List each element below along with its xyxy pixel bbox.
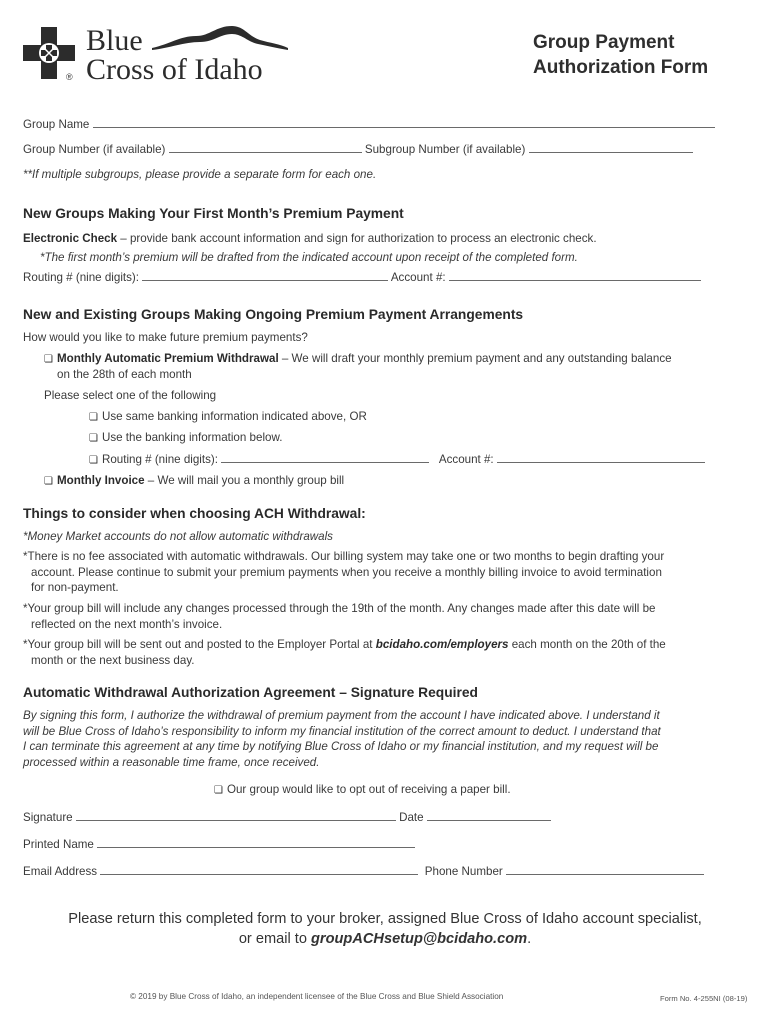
ongoing-bank-row bbox=[89, 451, 705, 468]
ongoing-account-label: Account #: bbox=[438, 453, 494, 466]
agreement-line4: processed within a reasonable time frame, once received. bbox=[23, 755, 320, 769]
ongoing-account-field[interactable] bbox=[497, 451, 705, 463]
date-label: Date bbox=[399, 811, 424, 824]
phone-label: Phone Number bbox=[424, 865, 503, 878]
monthly-withdrawal-option bbox=[44, 351, 672, 367]
subgroup-number-label: Subgroup Number (if available) bbox=[364, 143, 526, 156]
mountain-range-icon bbox=[150, 22, 290, 56]
form-title-line2: Authorization Form bbox=[533, 57, 709, 78]
option-below-label: Use the banking information below. bbox=[101, 431, 283, 444]
checkbox-icon[interactable]: ❏ bbox=[44, 354, 53, 365]
no-fee-note bbox=[23, 549, 753, 596]
group-number-row bbox=[23, 141, 693, 157]
checkbox-icon[interactable]: ❏ bbox=[89, 412, 98, 423]
monthly-withdrawal-label: Monthly Automatic Premium Withdrawal bbox=[56, 352, 279, 365]
electronic-check-text: – provide bank account information and sign for authorization to process an electronic check. bbox=[117, 232, 597, 245]
email-label: Email Address bbox=[23, 865, 98, 878]
ongoing-routing-field[interactable] bbox=[221, 451, 429, 463]
no-fee-line2: account. Please continue to submit your premium payments when you receive a monthly billing invoice to avoid termination bbox=[31, 565, 662, 579]
ongoing-question: How would you like to make future premium payments? bbox=[23, 331, 308, 344]
group-name-label: Group Name bbox=[23, 118, 90, 131]
printed-name-field[interactable] bbox=[97, 836, 415, 848]
footer-copyright: © 2019 by Blue Cross of Idaho, an independent licensee of the Blue Cross and Blue Shield Association bbox=[130, 992, 504, 1001]
ongoing-heading: New and Existing Groups Making Ongoing Premium Payment Arrangements bbox=[23, 307, 524, 322]
monthly-invoice-option bbox=[44, 473, 344, 489]
monthly-invoice-text: – We will mail you a monthly group bill bbox=[144, 474, 345, 487]
footer-form-number: Form No. 4-255NI (08-19) bbox=[660, 994, 748, 1003]
no-fee-line1: *There is no fee associated with automatic withdrawals. Our billing system may take one or two months to begin drafting your bbox=[23, 550, 665, 563]
portal-note bbox=[23, 637, 753, 668]
portal-line2: month or the next business day. bbox=[31, 653, 195, 667]
return-line2-post: . bbox=[527, 931, 532, 947]
monthly-withdrawal-text: – We will draft your monthly premium payment and any outstanding balance bbox=[278, 352, 672, 365]
registered-mark: ® bbox=[66, 72, 73, 82]
return-email-link[interactable]: groupACHsetup@bcidaho.com bbox=[311, 931, 528, 947]
ongoing-routing-label: Routing # (nine digits): bbox=[101, 453, 218, 466]
agreement-line1: By signing this form, I authorize the withdrawal of premium payment from the account I have indicated above. I understand it bbox=[23, 709, 660, 722]
electronic-check-label: Electronic Check bbox=[23, 232, 118, 245]
monthly-withdrawal-text2: on the 28th of each month bbox=[57, 368, 192, 381]
signature-field[interactable] bbox=[76, 809, 396, 821]
agreement-line2: will be Blue Cross of Idaho’s responsibility to inform my financial institution of the correct amount to deduct. I understand that bbox=[23, 724, 661, 738]
return-line2 bbox=[20, 929, 750, 949]
return-line1: Please return this completed form to your broker, assigned Blue Cross of Idaho account specialist, bbox=[68, 911, 702, 927]
printed-name-label: Printed Name bbox=[23, 838, 94, 851]
printed-name-row bbox=[23, 836, 415, 852]
agreement-text bbox=[23, 708, 753, 770]
employer-portal-link[interactable]: bcidaho.com/employers bbox=[375, 638, 509, 651]
group-number-label: Group Number (if available) bbox=[23, 143, 166, 156]
group-number-field[interactable] bbox=[169, 141, 362, 153]
changes-note bbox=[23, 601, 753, 632]
electronic-check-line bbox=[23, 231, 597, 246]
checkbox-icon[interactable]: ❏ bbox=[89, 433, 98, 444]
return-line2-pre: or email to bbox=[238, 931, 311, 947]
new-groups-heading: New Groups Making Your First Month’s Premium Payment bbox=[23, 206, 404, 221]
changes-line2: reflected on the next month’s invoice. bbox=[31, 617, 223, 631]
routing-number-field[interactable] bbox=[142, 269, 388, 281]
checkbox-icon[interactable]: ❏ bbox=[214, 785, 223, 796]
checkbox-icon[interactable]: ❏ bbox=[44, 476, 53, 487]
no-fee-line3: for non-payment. bbox=[31, 581, 119, 594]
account-label: Account #: bbox=[390, 271, 446, 284]
signature-row bbox=[23, 809, 551, 825]
group-name-field[interactable] bbox=[93, 116, 715, 128]
opt-out-option bbox=[214, 782, 511, 798]
option-same-label: Use same banking information indicated above, OR bbox=[101, 410, 367, 423]
phone-field[interactable] bbox=[506, 863, 704, 875]
date-field[interactable] bbox=[427, 809, 551, 821]
brand-name-line2: Cross of Idaho bbox=[86, 53, 263, 86]
subgroup-number-field[interactable] bbox=[529, 141, 693, 153]
agreement-line3: I can terminate this agreement at any time by notifying Blue Cross of Idaho or my financial institution, and my request will be bbox=[23, 740, 659, 753]
changes-line1: *Your group bill will include any changes processed through the 19th of the month. Any changes made after this date will be bbox=[23, 602, 656, 615]
form-title bbox=[533, 30, 753, 80]
brand-name-line1: Blue bbox=[86, 24, 143, 57]
money-market-note: *Money Market accounts do not allow automatic withdrawals bbox=[23, 530, 333, 543]
group-name-row bbox=[23, 116, 715, 132]
return-instructions bbox=[20, 909, 750, 949]
account-number-field[interactable] bbox=[449, 269, 701, 281]
first-month-note: *The first month’s premium will be drafted from the indicated account upon receipt of the completed form. bbox=[40, 251, 578, 264]
new-groups-bank-row bbox=[23, 269, 701, 285]
agreement-heading: Automatic Withdrawal Authorization Agreement – Signature Required bbox=[23, 685, 478, 700]
routing-label: Routing # (nine digits): bbox=[23, 271, 139, 284]
ach-heading: Things to consider when choosing ACH Withdrawal: bbox=[23, 506, 366, 521]
portal-line1-post: each month on the 20th of the bbox=[508, 638, 666, 651]
checkbox-icon[interactable]: ❏ bbox=[89, 455, 98, 466]
option-same-banking bbox=[89, 409, 367, 425]
signature-label: Signature bbox=[23, 811, 73, 824]
portal-line1-pre: *Your group bill will be sent out and posted to the Employer Portal at bbox=[23, 638, 376, 651]
email-field[interactable] bbox=[100, 863, 418, 875]
portal-line1 bbox=[23, 637, 753, 653]
email-phone-row bbox=[23, 863, 704, 879]
form-title-line1: Group Payment bbox=[533, 32, 675, 53]
select-prompt: Please select one of the following bbox=[44, 389, 217, 402]
opt-out-label: Our group would like to opt out of receiving a paper bill. bbox=[226, 783, 511, 796]
option-below-banking bbox=[89, 430, 282, 446]
subgroup-note: **If multiple subgroups, please provide a separate form for each one. bbox=[23, 168, 377, 181]
monthly-invoice-label: Monthly Invoice bbox=[56, 474, 145, 487]
